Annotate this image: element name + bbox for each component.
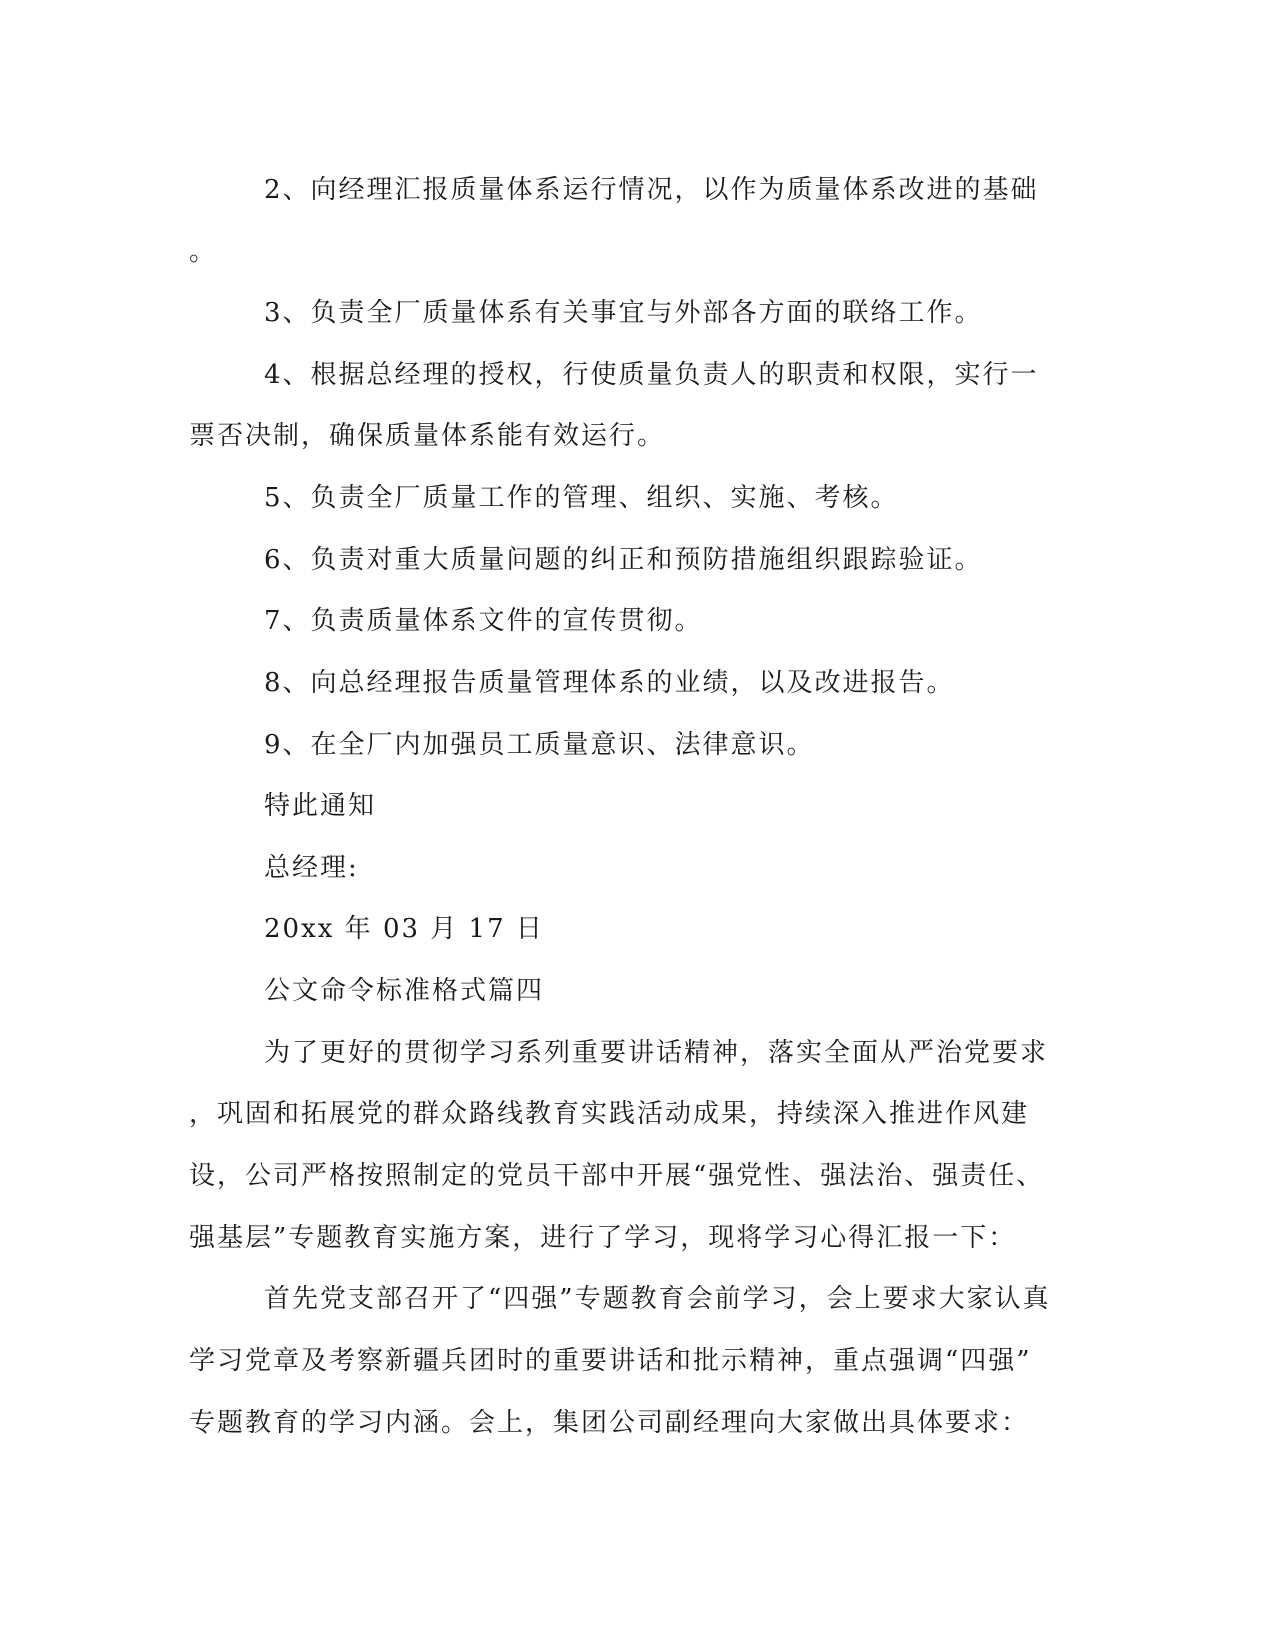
signature-label: 总经理: bbox=[264, 853, 359, 883]
text-line-continuation: 。 bbox=[189, 237, 218, 267]
paragraph-line: 学习党章及考察新疆兵团时的重要讲话和批示精神，重点强调“四强” bbox=[189, 1346, 1032, 1376]
text-line-item-4: 4、根据总经理的授权，行使质量负责人的职责和权限，实行一 bbox=[264, 360, 1039, 390]
paragraph-line: 强基层”专题教育实施方案，进行了学习，现将学习心得汇报一下： bbox=[189, 1223, 1017, 1253]
text-line-item-9: 9、在全厂内加强员工质量意识、法律意识。 bbox=[264, 730, 815, 760]
text-line-continuation: 票否决制，确保质量体系能有效运行。 bbox=[189, 421, 666, 451]
text-line-item-7: 7、负责质量体系文件的宣传贯彻。 bbox=[264, 606, 703, 636]
notice-closing: 特此通知 bbox=[264, 791, 377, 821]
section-title: 公文命令标准格式篇四 bbox=[264, 976, 545, 1006]
text-line-item-8: 8、向总经理报告质量管理体系的业绩，以及改进报告。 bbox=[264, 668, 955, 698]
paragraph-line: ，巩固和拓展党的群众路线教育实践活动成果，持续深入推进作风建 bbox=[189, 1099, 1030, 1129]
text-line-item-6: 6、负责对重大质量问题的纠正和预防措施组织跟踪验证。 bbox=[264, 545, 983, 575]
paragraph-line: 首先党支部召开了“四强”专题教育会前学习，会上要求大家认真 bbox=[264, 1284, 1051, 1314]
text-line-item-2: 2、向经理汇报质量体系运行情况，以作为质量体系改进的基础 bbox=[264, 175, 1039, 205]
text-line-item-3: 3、负责全厂质量体系有关事宜与外部各方面的联络工作。 bbox=[264, 298, 983, 328]
document-date: 20xx 年 03 月 17 日 bbox=[264, 914, 544, 944]
text-line-item-5: 5、负责全厂质量工作的管理、组织、实施、考核。 bbox=[264, 483, 899, 513]
paragraph-line: 专题教育的学习内涵。会上，集团公司副经理向大家做出具体要求： bbox=[189, 1408, 1030, 1438]
paragraph-line: 为了更好的贯彻学习系列重要讲话精神，落实全面从严治党要求 bbox=[264, 1038, 1049, 1068]
paragraph-line: 设，公司严格按照制定的党员干部中开展“强党性、强法治、强责任、 bbox=[189, 1161, 1045, 1191]
